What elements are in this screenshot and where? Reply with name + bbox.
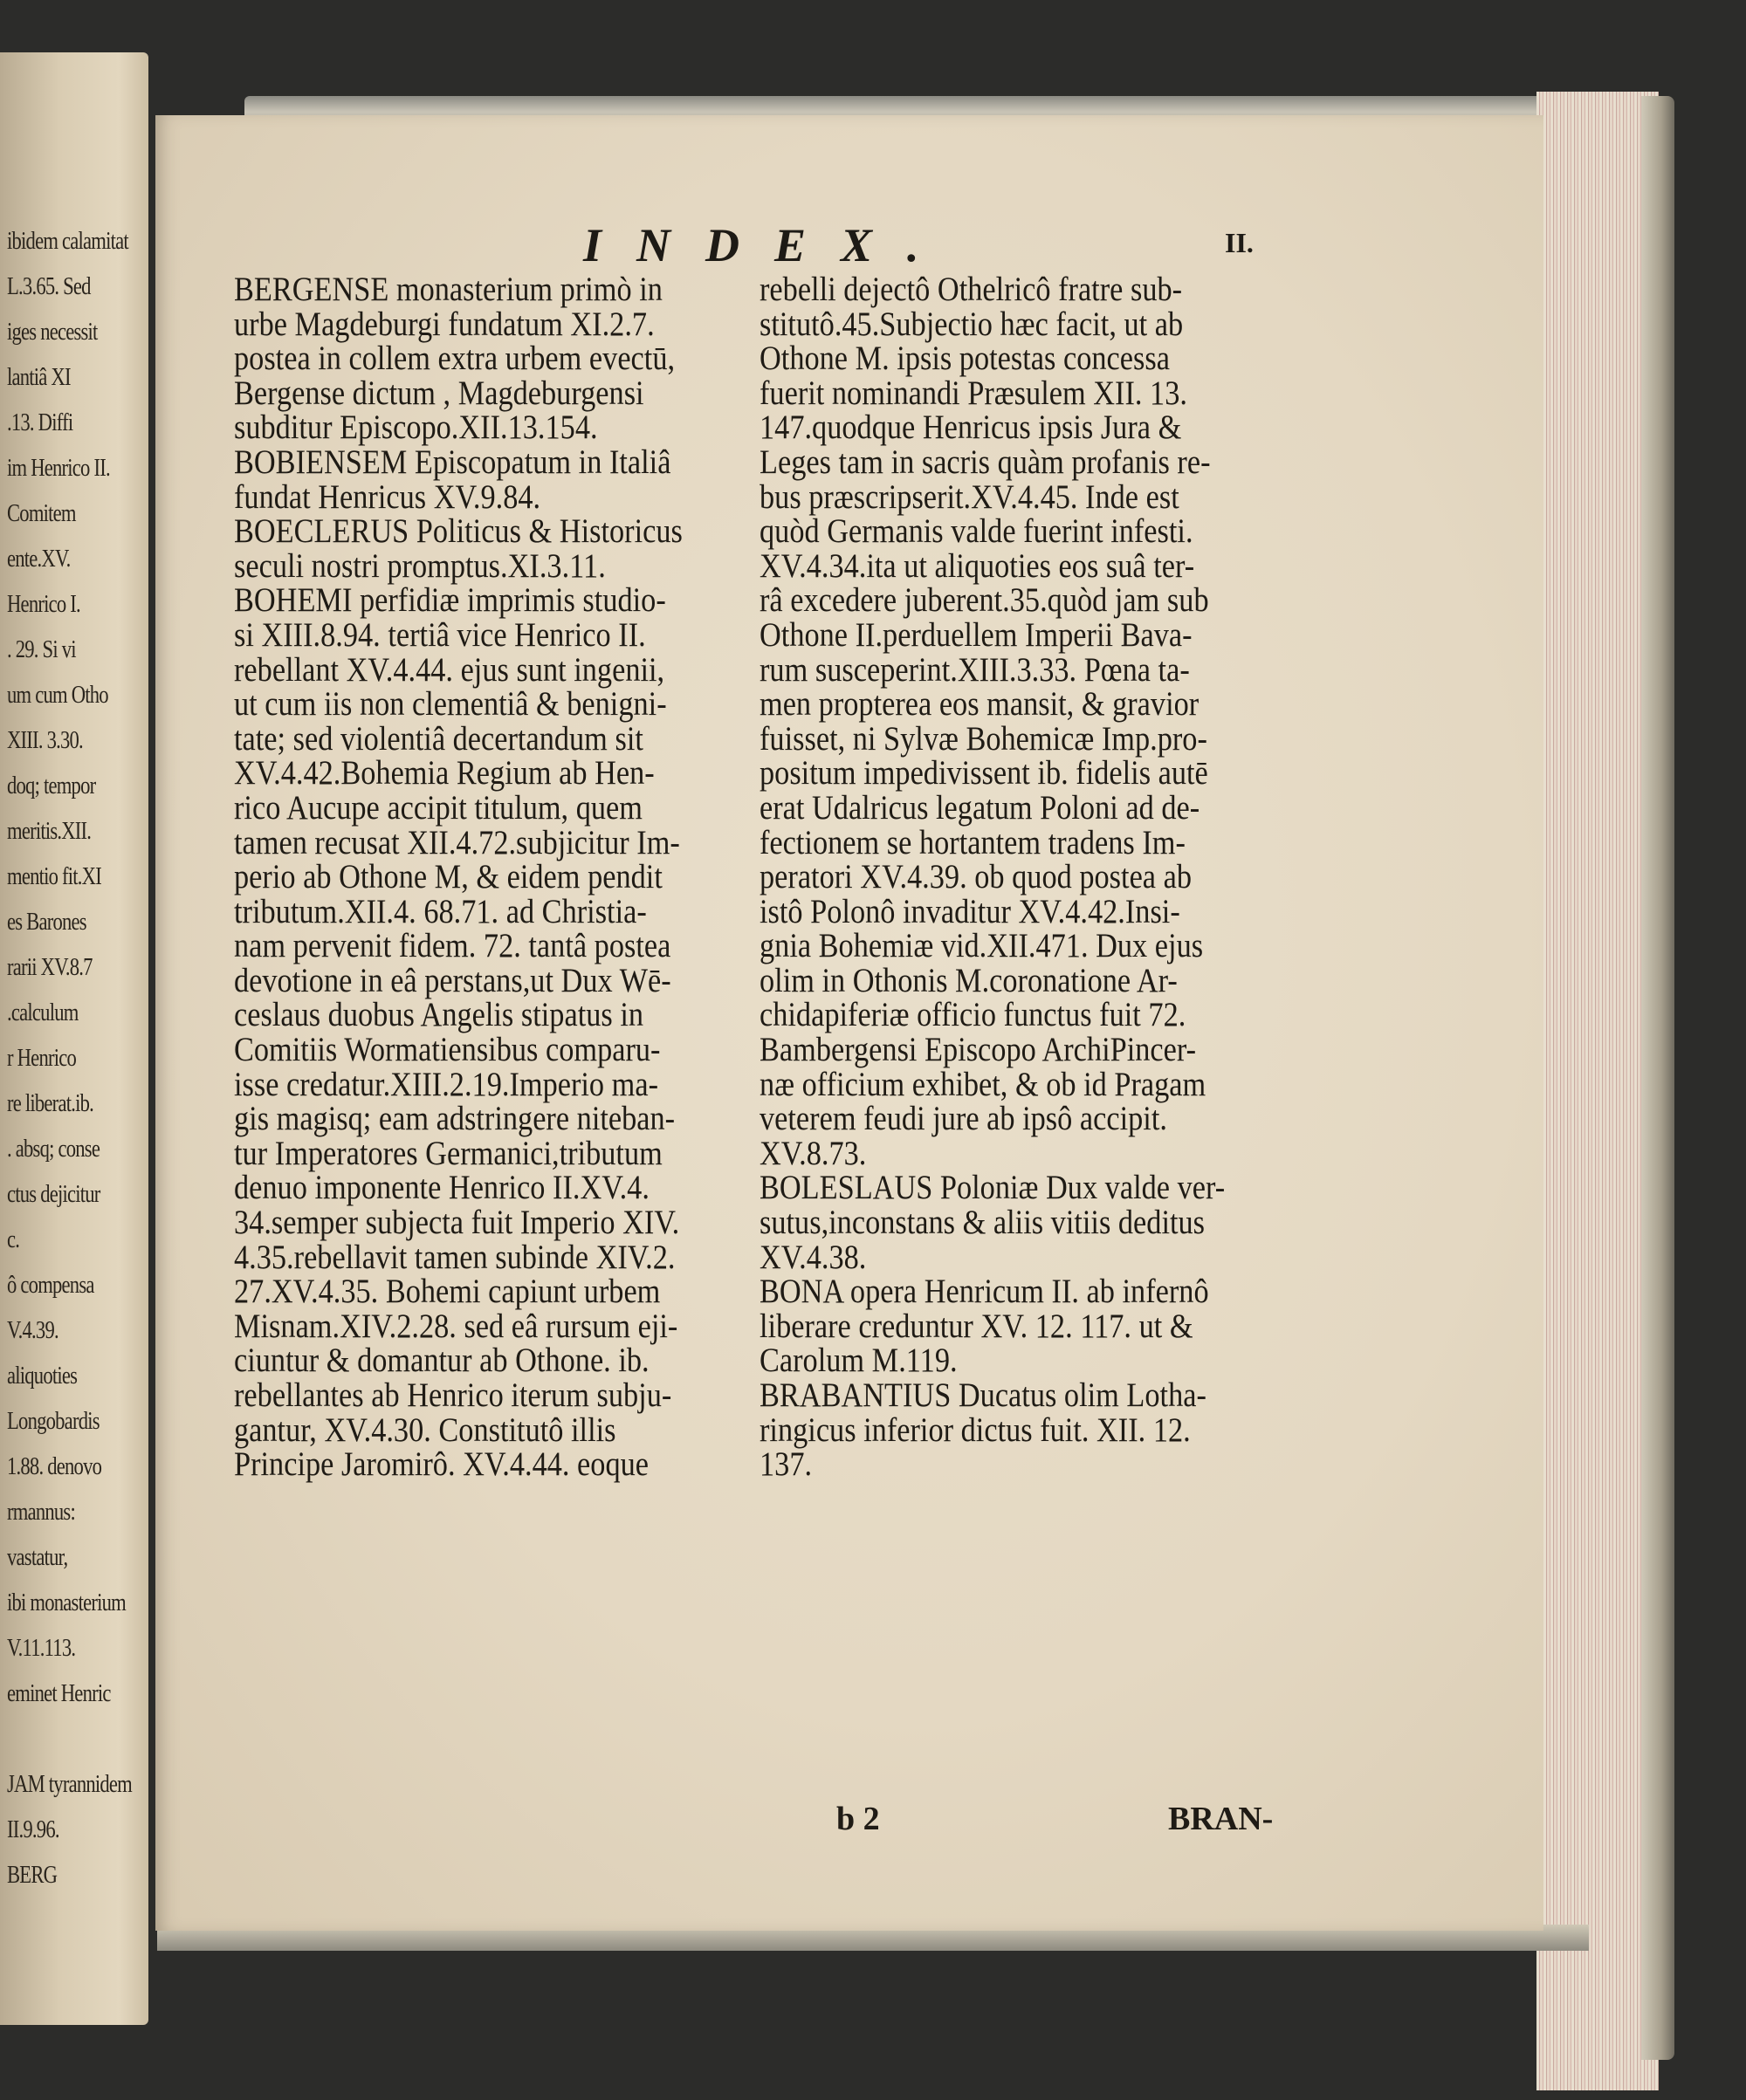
index-line-text: perio ab Othone M, & eidem pendit: [234, 858, 663, 896]
index-line: [760, 961, 1440, 999]
index-line: [760, 1067, 1440, 1102]
signature-mark: b 2: [836, 1801, 880, 1837]
index-line: [234, 410, 810, 445]
index-line: [760, 583, 1440, 618]
previous-page-fragment: Henrico I.: [7, 590, 80, 618]
previous-page-fragment: L.3.65. Sed: [7, 272, 91, 300]
index-line-text: Principe Jaromirô. XV.4.44. eoque: [234, 1445, 650, 1484]
index-line-text: Othone M. ipsis potestas concessa: [760, 340, 1170, 378]
index-line: [234, 788, 810, 827]
book-cover-board: [1641, 96, 1674, 2060]
index-line: [234, 860, 810, 895]
index-line: [760, 1274, 1440, 1309]
previous-page-fragment: V.11.113.: [7, 1634, 76, 1662]
index-line: [760, 410, 1440, 445]
previous-page-fragment: Comitem: [7, 499, 76, 527]
index-line: [760, 756, 1440, 791]
previous-page-fragment: . 29. Si vi: [7, 635, 76, 663]
index-line-text: Carolum M.119.: [760, 1342, 958, 1380]
previous-page-fragment: mentio fit.XI: [7, 862, 101, 890]
index-line-text: tate; sed violentiâ decertandum sit: [234, 719, 643, 758]
page-edges: [1536, 92, 1659, 2090]
index-line-text: XV.4.42.Bohemia Regium ab Hen-: [234, 754, 655, 793]
index-line-text: næ officium exhibet, & ob id Pragam: [760, 1065, 1206, 1103]
index-line-text: BERGENSE monasterium primò in: [234, 271, 663, 308]
previous-page-fragment: ente.XV.: [7, 545, 71, 573]
index-line: [234, 445, 810, 480]
index-line: [234, 823, 810, 861]
index-line: [760, 823, 1440, 861]
index-line-text: veterem feudi jure ab ipsô accipit.: [760, 1100, 1167, 1138]
previous-page-fragment: lantiâ XI: [7, 363, 71, 391]
index-line-text: fundat Henricus XV.9.84.: [234, 477, 541, 516]
index-line-text: quòd Germanis valde fuerint infesti.: [760, 512, 1193, 551]
index-line-text: nam pervenit fidem. 72. tantâ postea: [234, 927, 671, 965]
index-line: [234, 307, 810, 342]
index-line: [760, 1410, 1440, 1449]
index-line: [760, 998, 1440, 1033]
previous-page-fragment: ô compensa: [7, 1271, 94, 1299]
index-line-text: Bambergensi Episcopo ArchiPincer-: [760, 1031, 1197, 1069]
index-line-text: rebelli dejectô Othelricô fratre sub-: [760, 271, 1183, 308]
index-line: [760, 719, 1440, 758]
index-line: [234, 514, 810, 549]
index-line-text: ciuntur & domantur ab Othone. ib.: [234, 1342, 650, 1380]
index-line: [234, 1033, 810, 1067]
index-line-text: 147.quodque Henricus ipsis Jura &: [760, 408, 1182, 447]
index-line-text: chidapiferiæ officio functus fuit 72.: [760, 996, 1186, 1034]
index-line: [760, 307, 1440, 342]
index-line: [760, 1447, 1440, 1482]
index-line-text: subditur Episcopo.XII.13.154.: [234, 408, 598, 447]
index-line-text: ceslaus duobus Angelis stipatus in: [234, 996, 644, 1034]
index-line-text: tur Imperatores Germanici,tributum: [234, 1134, 663, 1172]
index-line-text: olim in Othonis M.coronatione Ar-: [760, 961, 1178, 999]
index-line-text: urbe Magdeburgi fundatum XI.2.7.: [234, 305, 655, 343]
index-line: [234, 687, 810, 722]
index-line: [760, 272, 1440, 307]
index-line: [760, 929, 1440, 964]
previous-page-fragment: ibidem calamitat: [7, 227, 128, 255]
index-line-text: BOLESLAUS Poloniæ Dux valde ver-: [760, 1169, 1226, 1207]
previous-page-fragment: 1.88. denovo: [7, 1452, 102, 1480]
previous-page-fragment: Longobardis: [7, 1407, 100, 1435]
index-line-text: râ excedere juberent.35.quòd jam sub: [760, 581, 1209, 620]
index-line-text: devotione in eâ perstans,ut Dux Wē-: [234, 961, 671, 999]
index-line: [760, 615, 1440, 654]
previous-page-fragment: es Barones: [7, 908, 86, 936]
index-line: [234, 892, 810, 930]
index-line: [760, 1309, 1440, 1344]
index-line-text: si XIII.8.94. tertiâ vice Henrico II.: [234, 615, 646, 654]
previous-page-fragment: II.9.96.: [7, 1815, 59, 1843]
index-line: [234, 1067, 810, 1102]
index-line-text: istô Polonô invaditur XV.4.42.Insi-: [760, 892, 1180, 930]
index-line-text: 27.XV.4.35. Bohemi capiunt urbem: [234, 1273, 661, 1311]
index-line: [234, 583, 810, 618]
index-line: [234, 477, 810, 516]
index-line: [760, 892, 1440, 930]
index-line-text: Misnam.XIV.2.28. sed eâ rursum eji-: [234, 1307, 678, 1345]
index-line: [760, 1378, 1440, 1413]
index-line: [234, 1378, 810, 1413]
previous-page-fragment: . absq; conse: [7, 1135, 100, 1163]
index-line-text: rebellantes ab Henrico iterum subju-: [234, 1376, 672, 1414]
index-line-text: tributum.XII.4. 68.71. ad Christia-: [234, 892, 647, 930]
index-line-text: bus præscripserit.XV.4.45. Inde est: [760, 477, 1179, 516]
previous-page-fragment: .13. Diffi: [7, 408, 73, 436]
index-line: [234, 1410, 810, 1449]
index-line-text: peratori XV.4.39. ob quod postea ab: [760, 858, 1193, 896]
index-line: [234, 1205, 810, 1240]
index-line-text: seculi nostri promptus.XI.3.11.: [234, 546, 606, 585]
previous-page-fragment: iges necessit: [7, 318, 98, 346]
index-line: [760, 546, 1440, 585]
index-line-text: gnia Bohemiæ vid.XII.471. Dux ejus: [760, 927, 1204, 965]
running-title: INDEX.: [583, 219, 954, 271]
index-line-text: liberare creduntur XV. 12. 117. ut &: [760, 1307, 1193, 1345]
previous-page-fragment: re liberat.ib.: [7, 1089, 93, 1117]
catchword: BRAN-: [1168, 1801, 1274, 1837]
index-line: [760, 788, 1440, 827]
index-line-text: rum susceperint.XIII.3.33. Pœna ta-: [760, 650, 1190, 689]
index-line-text: 34.semper subjecta fuit Imperio XIV.: [234, 1204, 680, 1242]
index-line: [234, 929, 810, 964]
previous-page-fragment: c.: [7, 1225, 20, 1253]
previous-page-fragment: XIII. 3.30.: [7, 726, 83, 754]
index-line: [760, 1170, 1440, 1205]
index-line: [760, 1343, 1440, 1378]
index-line-text: gis magisq; eam adstringere niteban-: [234, 1100, 676, 1138]
index-column-right: [760, 272, 1440, 1482]
index-line: [234, 1240, 810, 1275]
index-line: [760, 341, 1440, 376]
index-line-text: fectionem se hortantem tradens Im-: [760, 823, 1186, 861]
index-line: [760, 1240, 1440, 1275]
index-line: [234, 1309, 810, 1344]
index-line-text: Leges tam in sacris quàm profanis re-: [760, 443, 1211, 481]
index-column-left: [234, 271, 813, 1484]
index-line: [234, 1101, 810, 1136]
index-line: [760, 445, 1440, 480]
previous-page-fragment: doq; tempor: [7, 772, 96, 800]
previous-page-fragment: BERG: [7, 1861, 58, 1889]
previous-page-fragment: eminet Henric: [7, 1679, 111, 1707]
index-line-text: 4.35.rebellavit tamen subinde XIV.2.: [234, 1238, 676, 1276]
index-line: [760, 477, 1440, 516]
previous-page-fragment: vastatur,: [7, 1543, 68, 1571]
index-line: [234, 1343, 810, 1378]
index-line-text: postea in collem extra urbem evectū,: [234, 340, 676, 378]
index-line-text: BOHEMI perfidiæ imprimis studio-: [234, 581, 666, 620]
index-line-text: rico Aucupe accipit titulum, quem: [234, 788, 643, 827]
folio-number: II.: [1225, 227, 1254, 258]
index-line: [234, 615, 810, 654]
index-line: [760, 1136, 1440, 1171]
index-line-text: rebellant XV.4.44. ejus sunt ingenii,: [234, 650, 665, 689]
index-line-text: BOBIENSEM Episcopatum in Italiâ: [234, 443, 671, 481]
previous-page-fragment: meritis.XII.: [7, 817, 92, 845]
index-line-text: XV.4.38.: [760, 1238, 867, 1276]
index-line-text: men propterea eos mansit, & gravior: [760, 685, 1200, 724]
index-line: [234, 1274, 810, 1309]
index-line: [234, 756, 810, 791]
index-line-text: BOECLERUS Politicus & Historicus: [234, 512, 683, 551]
previous-page-fragment: rarii XV.8.7: [7, 953, 93, 981]
index-line: [234, 546, 810, 585]
previous-page-fragment: rmannus:: [7, 1498, 75, 1526]
previous-page-fragment: im Henrico II.: [7, 454, 110, 482]
index-line: [760, 1205, 1440, 1240]
index-line: [760, 1033, 1440, 1067]
index-line-text: gantur, XV.4.30. Constitutô illis: [234, 1410, 616, 1449]
index-line: [234, 1170, 810, 1205]
previous-page-edge: [0, 52, 148, 2025]
index-line-text: 137.: [760, 1445, 813, 1484]
previous-page-fragment: r Henrico: [7, 1044, 77, 1072]
index-line: [760, 514, 1440, 549]
index-line: [234, 998, 810, 1033]
index-line: [234, 1136, 810, 1171]
index-line: [234, 376, 810, 411]
index-line: [234, 1445, 813, 1484]
index-line-text: XV.4.34.ita ut aliquoties eos suâ ter-: [760, 546, 1195, 585]
previous-page-fragment: aliquoties: [7, 1362, 78, 1390]
index-line-text: erat Udalricus legatum Poloni ad de-: [760, 788, 1200, 827]
previous-page-fragment: V.4.39.: [7, 1316, 58, 1344]
previous-page-fragment: JAM tyrannidem: [7, 1770, 133, 1798]
index-line-text: isse credatur.XIII.2.19.Imperio ma-: [234, 1065, 659, 1103]
index-line-text: fuerit nominandi Præsulem XII. 13.: [760, 374, 1187, 412]
index-line-text: sutus,inconstans & aliis vitiis deditus: [760, 1204, 1206, 1242]
index-line-text: denuo imponente Henrico II.XV.4.: [234, 1169, 650, 1207]
index-line-text: BRABANTIUS Ducatus olim Lotha-: [760, 1376, 1206, 1414]
book-page: [155, 115, 1543, 1931]
index-line: [760, 1101, 1440, 1136]
index-line: [234, 650, 810, 689]
previous-page-fragment: ctus dejicitur: [7, 1180, 100, 1208]
index-line-text: Bergense dictum , Magdeburgensi: [234, 374, 644, 412]
index-line: [760, 687, 1440, 722]
index-line-text: XV.8.73.: [760, 1134, 867, 1172]
index-line-text: positum impedivissent ib. fidelis autē: [760, 754, 1208, 793]
index-line: [760, 860, 1440, 895]
index-line: [234, 272, 810, 307]
index-line-text: Comitiis Wormatiensibus comparu-: [234, 1031, 661, 1069]
index-line: [760, 650, 1440, 689]
index-line: [234, 341, 810, 376]
previous-page-fragment: ibi monasterium: [7, 1589, 126, 1616]
index-line: [234, 961, 810, 999]
index-line-text: ut cum iis non clementiâ & benigni-: [234, 685, 667, 724]
index-line-text: ringicus inferior dictus fuit. XII. 12.: [760, 1410, 1191, 1449]
index-line-text: Othone II.perduellem Imperii Bava-: [760, 615, 1193, 654]
index-line-text: fuisset, ni Sylvæ Bohemicæ Imp.pro-: [760, 719, 1207, 758]
previous-page-fragment: um cum Otho: [7, 681, 108, 709]
index-line: [234, 719, 810, 758]
index-line: [760, 376, 1440, 411]
index-line-text: BONA opera Henricum II. ab infernô: [760, 1273, 1209, 1311]
previous-page-fragment: .calculum: [7, 999, 79, 1026]
index-line-text: stitutô.45.Subjectio hæc facit, ut ab: [760, 305, 1184, 343]
index-line-text: tamen recusat XII.4.72.subjicitur Im-: [234, 823, 680, 861]
